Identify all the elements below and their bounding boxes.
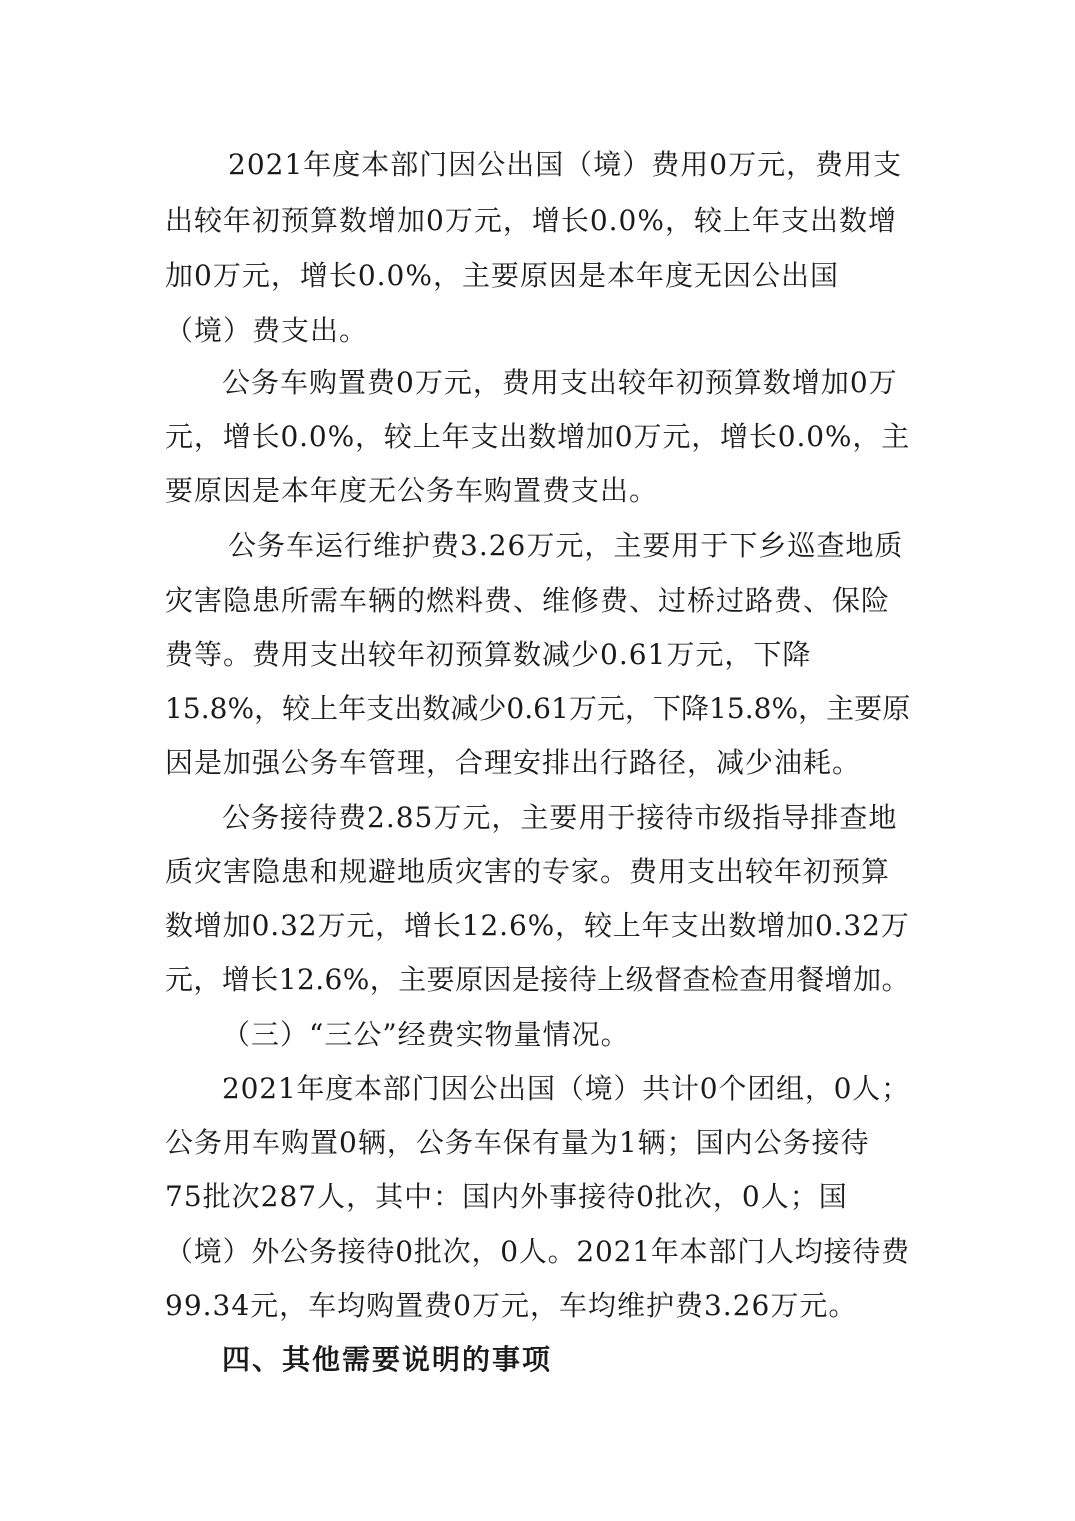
text-line: （境）费支出。 — [165, 314, 369, 347]
section-heading: 四、其他需要说明的事项 — [222, 1343, 553, 1376]
text-line: 公务车购置费0万元，费用支出较年初预算数增加0万 — [222, 366, 898, 399]
text-line: 2021年度本部门因公出国（境）费用0万元，费用支 — [228, 148, 903, 181]
text-line: 出较年初预算数增加0万元，增长0.0%，较上年支出数增 — [165, 204, 897, 237]
text-line: 元，增长0.0%，较上年支出数增加0万元，增长0.0%，主 — [165, 420, 911, 453]
text-line: 15.8%，较上年支出数减少0.61万元，下降15.8%，主要原 — [165, 692, 911, 725]
section-subtitle: （三）“三公”经费实物量情况。 — [222, 1018, 630, 1051]
text-line: 费等。费用支出较年初预算数减少0.61万元，下降 — [165, 638, 812, 671]
text-line: 元，增长12.6%，主要原因是接待上级督查检查用餐增加。 — [165, 963, 910, 996]
text-line: 公务接待费2.85万元，主要用于接待市级指导排查地 — [222, 801, 898, 834]
text-line: 数增加0.32万元，增长12.6%，较上年支出数增加0.32万 — [165, 909, 910, 942]
text-line: 公务车运行维护费3.26万元，主要用于下乡巡查地质 — [228, 529, 904, 562]
text-line: 要原因是本年度无公务车购置费支出。 — [165, 474, 659, 507]
text-line: 公务用车购置0辆，公务车保有量为1辆；国内公务接待 — [165, 1126, 870, 1159]
text-line: 99.34元，车均购置费0万元，车均维护费3.26万元。 — [165, 1289, 858, 1322]
text-line: 2021年度本部门因公出国（境）共计0个团组，0人； — [222, 1072, 910, 1105]
text-line: 因是加强公务车管理，合理安排出行路径，减少油耗。 — [165, 746, 862, 779]
text-line: 灾害隐患所需车辆的燃料费、维修费、过桥过路费、保险 — [165, 584, 891, 617]
text-line: 质灾害隐患和规避地质灾害的专家。费用支出较年初预算 — [165, 855, 891, 888]
text-line: 加0万元，增长0.0%，主要原因是本年度无因公出国 — [165, 259, 839, 292]
text-line: （境）外公务接待0批次，0人。2021年本部门人均接待费 — [165, 1235, 910, 1268]
text-line: 75批次287人，其中：国内外事接待0批次，0人；国 — [165, 1180, 848, 1213]
